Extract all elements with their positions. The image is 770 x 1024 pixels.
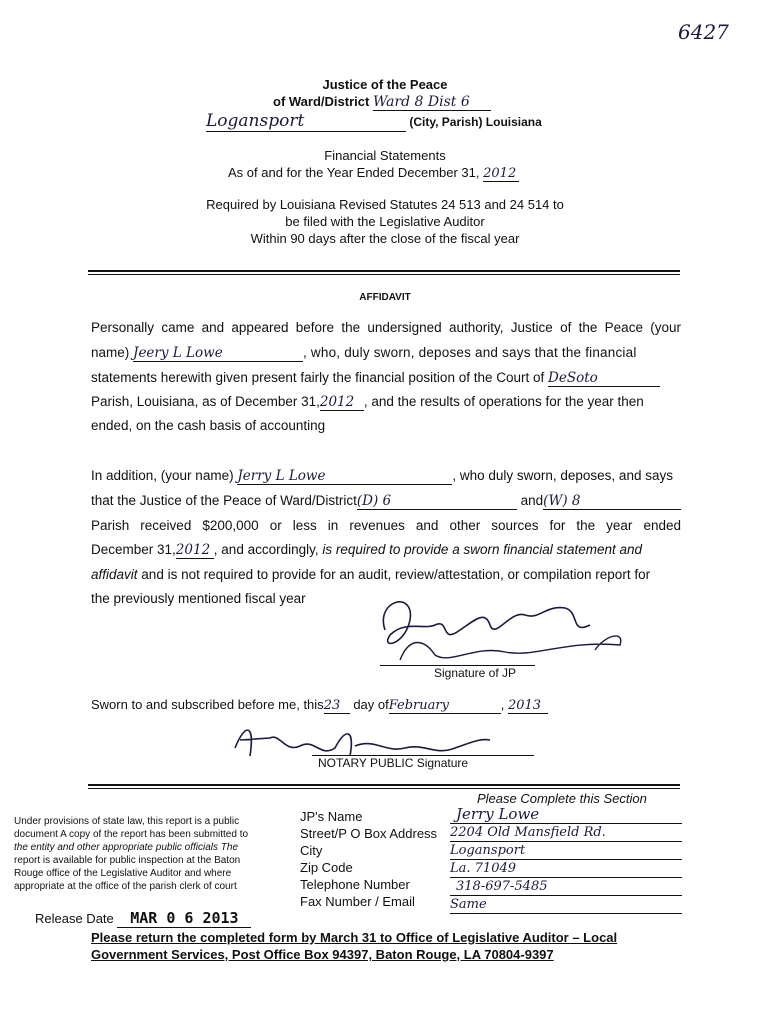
para2-year-label: December 31,: [91, 542, 176, 557]
para1-line5: ended, on the cash basis of accounting: [91, 418, 326, 433]
para2-line5: [91, 567, 681, 583]
city-label: (City, Parish) Louisiana: [409, 115, 542, 129]
para1-line4-tail: , and the results of operations for the year then: [363, 394, 644, 409]
para1-court-value: DeSoto: [548, 370, 660, 387]
para1-name-label: name): [91, 345, 130, 360]
ward-district-label: of Ward/District: [273, 94, 370, 109]
para2-year-value: 2012: [176, 542, 214, 559]
return-line-1: Please return the completed form by March 31 to Office of Legislative Auditor – Local: [91, 930, 618, 945]
release-label: Release Date: [35, 911, 114, 926]
contact-value-city: Logansport: [450, 842, 682, 860]
title-justice: Justice of the Peace: [322, 77, 448, 92]
contact-labels: [300, 808, 437, 910]
required-line-1: Required by Louisiana Revised Statutes 24 513 and 24 514 to: [206, 197, 564, 212]
please-complete: Please Complete this Section: [477, 791, 647, 806]
sworn-month: February: [389, 698, 501, 714]
ward-district-value: Ward 8 Dist 6: [373, 94, 491, 111]
para2-line4-italic: is required to provide a sworn financial statement and: [322, 542, 643, 557]
release-stamp: MAR 0 6 2013: [117, 909, 251, 928]
header-number: 6427: [678, 20, 729, 44]
notary-signature-label: NOTARY PUBLIC Signature: [318, 756, 469, 770]
para2-line3: Parish received $200,000 or less in revenues and other sources for the year ended: [91, 518, 681, 533]
contact-value-fax: Same: [450, 896, 682, 914]
city-value: Logansport: [206, 111, 406, 132]
disclaimer-line: appropriate at the office of the parish clerk of court: [14, 881, 237, 892]
para2-ward-value: (W) 8: [543, 493, 681, 510]
para1-line1: Personally came and appeared before the undersigned authority, Justice of the Peace (your: [91, 320, 681, 335]
para1-name-value: Jeery L Lowe: [133, 345, 303, 362]
return-line-2: Government Services, Post Office Box 94397, Baton Rouge, LA 70804-9397: [91, 947, 554, 962]
para2-name-label: In addition, (your name): [91, 468, 234, 483]
para2-line1: [91, 468, 681, 485]
disclaimer-line: the entity and other appropriate public officials The: [14, 842, 239, 853]
disclaimer-line: report is available for public inspection at the Baton: [14, 855, 241, 866]
required-text: [160, 196, 610, 247]
required-line-3: Within 90 days after the close of the fiscal year: [250, 231, 520, 246]
jp-signature-graphic: [365, 590, 635, 670]
para1-line2-tail: , who, duly sworn, deposes and says that the financial: [303, 345, 637, 360]
para2-district-value: (D) 6: [357, 493, 517, 510]
para2-name-value: Jerry L Lowe: [237, 468, 452, 485]
contact-label-address: Street/P O Box Address: [300, 826, 438, 841]
contact-label-city: City: [300, 843, 323, 858]
return-instructions: [91, 929, 617, 963]
contact-label-phone: Telephone Number: [300, 877, 410, 892]
para2-line4: [91, 542, 681, 559]
para2-line1-tail: , who duly sworn, deposes, and says: [452, 468, 673, 483]
required-line-2: be filed with the Legislative Auditor: [285, 214, 485, 229]
divider-bottom: [88, 784, 680, 786]
fin-title: Financial Statements: [324, 148, 446, 163]
para2-line5-tail: and is not required to provide for an audit, review/attestation, or compilation report for: [141, 567, 651, 582]
contact-label-fax: Fax Number / Email: [300, 894, 415, 909]
sworn-year: 2013: [508, 698, 548, 714]
disclaimer-line: Under provisions of state law, this report is a public: [14, 816, 240, 827]
fin-year-value: 2012: [483, 166, 519, 182]
para1-court-label: statements herewith given present fairly the financial position of the Court of: [91, 370, 545, 385]
contact-value-phone: 318-697-5485: [450, 878, 682, 896]
para1-line2: [91, 345, 681, 362]
para2-line2: [91, 493, 681, 510]
contact-label-jp-name: JP's Name: [300, 809, 363, 824]
para2-line4-mid: , and accordingly,: [213, 542, 319, 557]
title-ward-district: [273, 94, 491, 111]
para1-line3: [91, 370, 681, 387]
jp-signature-label: Signature of JP: [433, 666, 517, 680]
para1-line4: [91, 394, 681, 411]
public-record-disclaimer: [14, 815, 282, 893]
disclaimer-line: Rouge office of the Legislative Auditor and where: [14, 868, 232, 879]
contact-value-zip: La. 71049: [450, 860, 682, 878]
contact-value-address: 2204 Old Mansfield Rd.: [450, 824, 682, 842]
contact-label-zip: Zip Code: [300, 860, 353, 875]
divider-top-thin: [88, 274, 680, 275]
sworn-day-of-label: day of: [353, 697, 389, 712]
contact-values: [450, 806, 682, 914]
disclaimer-line: document A copy of the report has been submitted to: [14, 829, 249, 840]
para2-district-label: that the Justice of the Peace of Ward/District: [91, 493, 357, 508]
para2-line6: the previously mentioned fiscal year: [91, 591, 306, 606]
para1-date-value: 2012: [320, 394, 364, 411]
sworn-label: Sworn to and subscribed before me, this: [91, 697, 324, 712]
affidavit-title: AFFIDAVIT: [359, 292, 411, 303]
para2-and-label: and: [520, 493, 544, 508]
sworn-row: Sworn to and subscribed before me, this23 day ofFebruary , 2013: [91, 697, 548, 714]
contact-value-jp-name: Jerry Lowe: [450, 806, 682, 824]
divider-bottom-thin: [88, 788, 680, 789]
para2-affidavit-italic: affidavit: [91, 567, 138, 582]
fin-year-row: [228, 165, 519, 182]
divider-top: [88, 270, 680, 272]
fin-year-label: As of and for the Year Ended December 31,: [228, 165, 480, 180]
sworn-day: 23: [324, 698, 350, 714]
para1-date-label: Parish, Louisiana, as of December 31,: [91, 394, 320, 409]
city-parish-row: [206, 111, 542, 132]
release-row: [35, 909, 251, 928]
